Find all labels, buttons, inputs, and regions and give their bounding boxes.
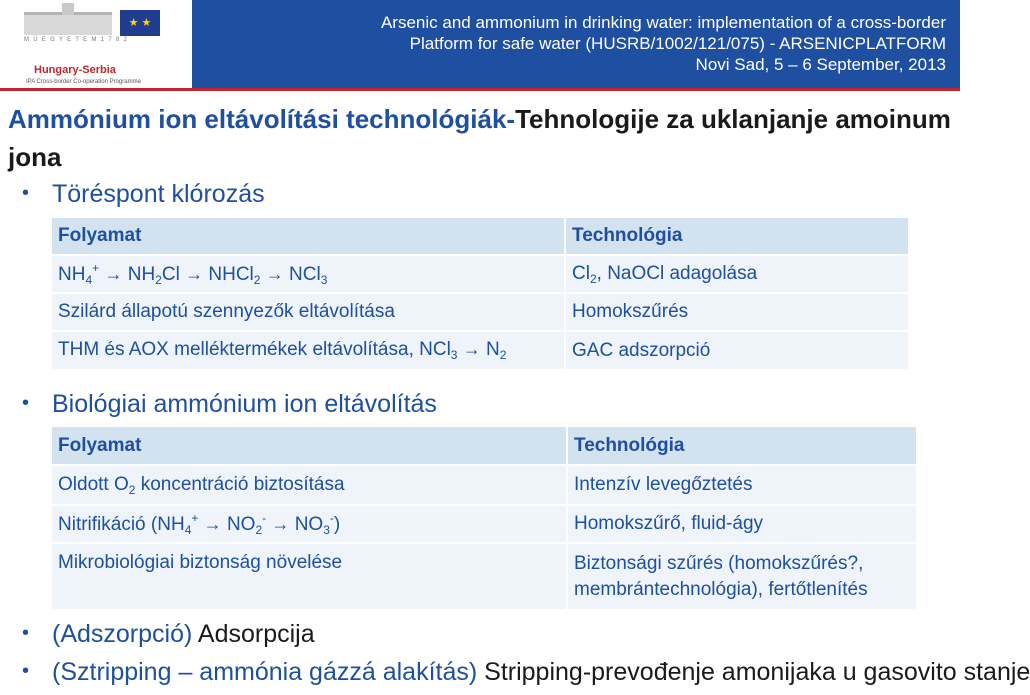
logo-area [0, 0, 192, 88]
slide-title [8, 100, 956, 176]
cell-technology: Homokszűrés [565, 293, 908, 331]
bullet-adsorption [22, 620, 315, 649]
table-row [52, 255, 908, 293]
conference-line-1: Arsenic and ammonium in drinking water: implementation of a cross-border [380, 13, 946, 32]
bullet-text-hu: (Sztripping – ammónia gázzá alakítás) [52, 658, 478, 686]
arrow-icon: → [185, 264, 204, 284]
arrow-icon: → [104, 264, 123, 284]
bullet-breakpoint-chlorination [22, 180, 265, 209]
title-divider [0, 88, 960, 91]
program-logo-text: Hungary-Serbia [34, 64, 116, 76]
table-row [52, 543, 916, 609]
cell-technology: GAC adszorpció [565, 331, 908, 369]
cell-technology: Homokszűrő, fluid-ágy [567, 505, 916, 543]
cell-process: $NH_4^+ \to NH_2Cl$ → NHCl$_2$ → NCl$_3$ [52, 255, 565, 293]
cell-process: Oldott $O_2$ koncentráció biztosítása [52, 465, 567, 505]
bullet-text-sr: Stripping-prevođenje amonijaka u gasovito stanje [484, 658, 1030, 686]
table-row [52, 293, 908, 331]
bullet-biological-removal [22, 390, 437, 419]
title-serbian: Tehnologije za uklanjanje amoinum jona [8, 104, 951, 172]
conference-info [381, 12, 946, 75]
header-process: Folyamat [52, 427, 567, 465]
table-chlorination [52, 218, 908, 369]
eu-flag-icon: ★ ★ [120, 10, 160, 36]
university-building-logo [24, 12, 112, 35]
arrow-icon: → [271, 514, 290, 534]
bullet-dot: • [22, 622, 30, 644]
bullet-dot: • [22, 660, 30, 682]
table-row [52, 331, 908, 369]
arrow-icon: → [265, 264, 284, 284]
bullet-text: Töréspont klórozás [52, 180, 265, 208]
conference-line-2: Platform for safe water (HUSRB/1002/121/075) - ARSENICPLATFORM [409, 34, 946, 53]
cell-process: THM és AOX melléktermékek eltávolítása, $NCl_3 \to N_2$ [52, 331, 565, 369]
logo-caption: M Ű E G Y E T E M 1 7 8 2 [24, 37, 129, 43]
cell-technology: $Cl_2$, NaOCl adagolása [565, 255, 908, 293]
bullet-text: Biológiai ammónium ion eltávolítás [52, 390, 437, 418]
title-hungarian: Ammónium ion eltávolítási technológiák- [8, 104, 516, 134]
table-row [52, 505, 916, 543]
bullet-text-sr: Adsorpcija [197, 620, 315, 648]
conference-line-3: Novi Sad, 5 – 6 September, 2013 [695, 55, 946, 74]
cell-process: Szilárd állapotú szennyezők eltávolítása [52, 293, 565, 331]
arrow-icon: → [203, 514, 222, 534]
table-row [52, 465, 916, 505]
program-logo-subtext: IPA Cross-border Co-operation Programme [26, 79, 141, 85]
bullet-stripping [22, 658, 1030, 687]
bullet-dot: • [22, 182, 30, 204]
header-process: Folyamat [52, 218, 565, 255]
table-header-row [52, 218, 908, 255]
cell-technology: Intenzív levegőztetés [567, 465, 916, 505]
bullet-dot: • [22, 392, 30, 414]
header-technology: Technológia [565, 218, 908, 255]
arrow-icon: → [462, 339, 481, 359]
table-header-row [52, 427, 916, 465]
header-technology: Technológia [567, 427, 916, 465]
header-banner [0, 0, 960, 88]
cell-technology: Biztonsági szűrés (homokszűrés?, membrántechnológia), fertőtlenítés [567, 543, 916, 609]
cell-process: Mikrobiológiai biztonság növelése [52, 543, 567, 609]
bullet-text-hu: (Adszorpció) [52, 620, 193, 648]
cell-process: Nitrifikáció $(NH_4^+ \to NO_2^- \to NO_3^-)$ [52, 505, 567, 543]
table-biological [52, 427, 916, 609]
